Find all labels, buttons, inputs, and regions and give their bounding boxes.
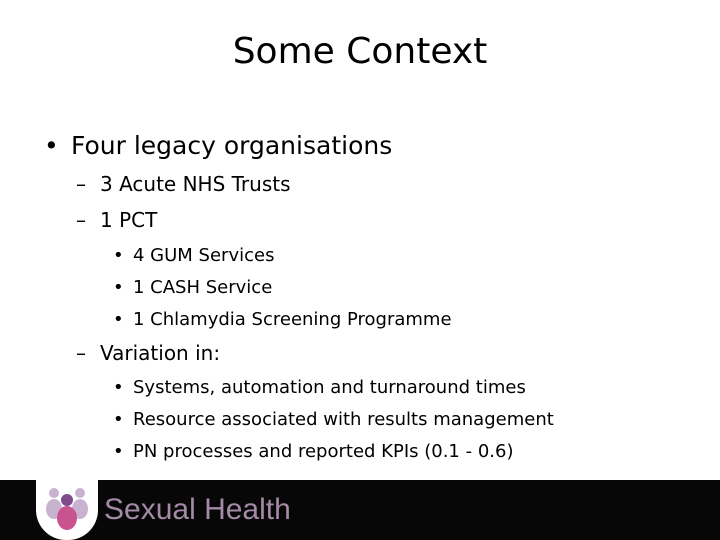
bullet-level3 [113,440,513,464]
bullet-level2 [76,170,291,198]
bullet-text: Variation in: [100,341,221,365]
bullet-level3 [113,376,526,400]
bullet-level3 [113,276,272,300]
bullet-level3 [113,408,554,432]
bullet-icon: • [44,131,59,160]
bullet-icon: • [113,309,124,330]
dash-icon: – [76,172,86,196]
bullet-icon: • [113,441,124,462]
bullet-icon: • [113,277,124,298]
brand-text: Sexual Health [104,493,291,526]
bullet-text: 1 CASH Service [133,277,273,298]
bullet-text: 4 GUM Services [133,245,275,266]
bullet-icon: • [113,377,124,398]
people-group-logo-icon [36,480,98,540]
bullet-level1 [44,130,392,162]
people-group-logo-svg [36,480,98,540]
dash-icon: – [76,341,86,365]
bullet-text: Systems, automation and turnaround times [133,377,526,398]
bullet-text: 1 Chlamydia Screening Programme [133,309,452,330]
bullet-text: Resource associated with results management [133,409,554,430]
bullet-text: Four legacy organisations [71,131,393,160]
bullet-text: 1 PCT [100,208,158,232]
bullet-icon: • [113,409,124,430]
bullet-level3 [113,308,452,332]
dash-icon: – [76,208,86,232]
bullet-level2 [76,339,220,367]
slide-title: Some Context [232,31,488,72]
bullet-icon: • [113,245,124,266]
bullet-level2 [76,206,157,234]
bullet-level3 [113,244,274,268]
bullet-text: 3 Acute NHS Trusts [100,172,291,196]
bullet-text: PN processes and reported KPIs (0.1 - 0.6) [133,441,514,462]
footer-bar [0,480,720,540]
